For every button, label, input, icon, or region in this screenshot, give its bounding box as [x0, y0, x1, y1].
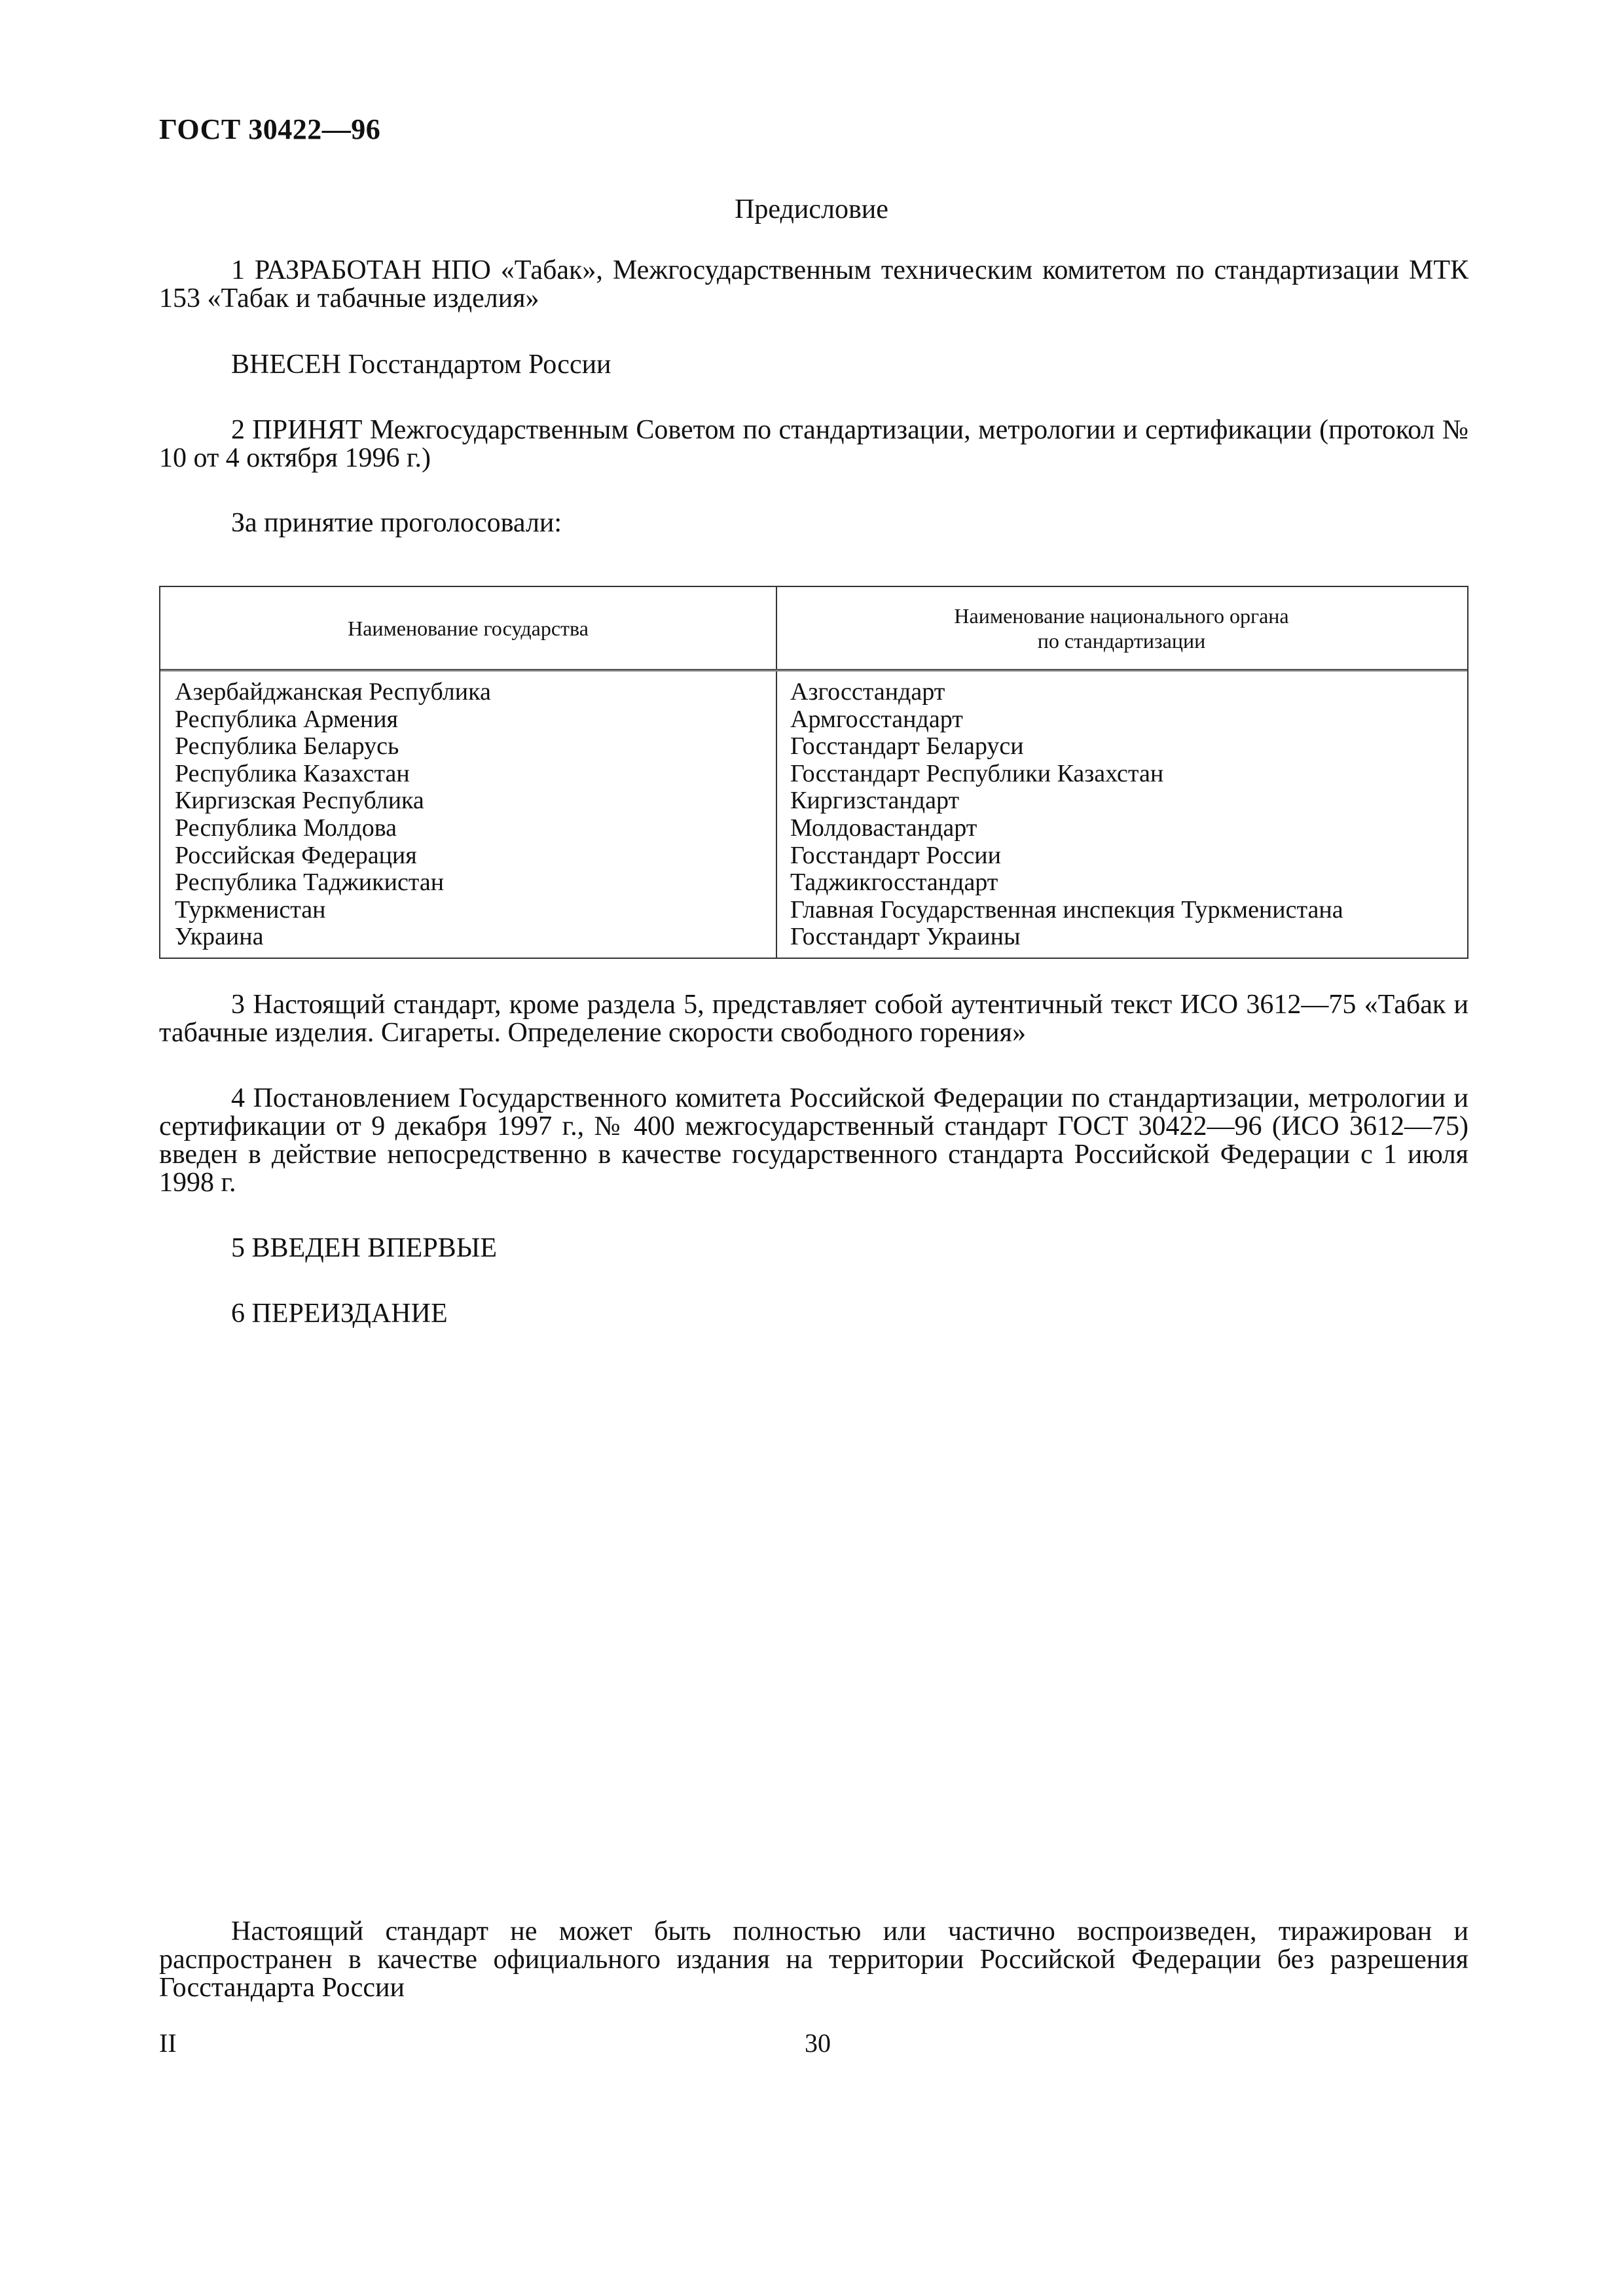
- table-cell-state: Азербайджанская Республика: [175, 678, 491, 706]
- vote-table: [159, 586, 1468, 959]
- table-cell-organ: Молдовастандарт: [790, 814, 977, 842]
- table-header-organ-line2: по стандартизации: [1037, 628, 1206, 653]
- states-column: [175, 679, 491, 951]
- table-cell-organ: Госстандарт Беларуси: [790, 732, 1024, 761]
- table-cell-state: Украина: [175, 923, 264, 951]
- table-cell-organ: Таджикгосстандарт: [790, 869, 998, 897]
- paragraph-reissue: 6 ПЕРЕИЗДАНИЕ: [231, 1299, 448, 1329]
- table-cell-organ: Главная Государственная инспекция Туркменистана: [790, 895, 1343, 924]
- table-header-state: [160, 587, 776, 669]
- table-header-state-label: Наименование государства: [348, 616, 589, 640]
- paragraph-developed: 1 РАЗРАБОТАН НПО «Табак», Межгосударственным техническим комитетом по стандартизации МТК 153 «Табак и табачные изделия»: [159, 255, 1468, 314]
- page-number: 30: [805, 2028, 831, 2058]
- table-header-organ-line1: Наименование национального органа: [954, 603, 1289, 628]
- table-cell-organ: Госстандарт Республики Казахстан: [790, 759, 1164, 787]
- table-cell-organ: Госстандарт России: [790, 841, 1001, 869]
- table-cell-state: Республика Молдова: [175, 814, 397, 842]
- paragraph-enacted: 4 Постановлением Государственного комитета Российской Федерации по стандартизации, метрологии и сертификации от 9 декабря 1997 г., № 400 межгосударственный стандарт ГОСТ 30422—96 (ИСО 3612—75) введен в действие непосредственно в качестве государственного стандарта Российской Федерации с 1 июля 1998 г.: [159, 1083, 1468, 1198]
- table-cell-state: Киргизская Республика: [175, 787, 424, 815]
- table-header-organ: [776, 587, 1467, 669]
- table-cell-state: Российская Федерация: [175, 841, 417, 869]
- foreword-title: Предисловие: [735, 194, 888, 224]
- paragraph-introduced: ВНЕСЕН Госстандартом России: [231, 350, 611, 380]
- table-cell-organ: Госстандарт Украины: [790, 923, 1021, 951]
- paragraph-authentic-text: 3 Настоящий стандарт, кроме раздела 5, представляет собой аутентичный текст ИСО 3612—75 «Табак и табачные изделия. Сигареты. Определение скорости свободного горения»: [159, 990, 1468, 1048]
- copyright-notice: Настоящий стандарт не может быть полностью или частично воспроизведен, тиражирован и распространен в качестве официального издания на территории Российской Федерации без разрешения Госстандарта России: [159, 1916, 1468, 2003]
- document-code: ГОСТ 30422—96: [159, 113, 381, 145]
- table-cell-organ: Киргизстандарт: [790, 787, 960, 815]
- table-cell-organ: Армгосстандарт: [790, 705, 963, 733]
- table-cell-organ: Азгосстандарт: [790, 678, 945, 706]
- paragraph-adopted: 2 ПРИНЯТ Межгосударственным Советом по стандартизации, метрологии и сертификации (протокол № 10 от 4 октября 1996 г.): [159, 415, 1468, 473]
- table-cell-state: Туркменистан: [175, 895, 326, 924]
- table-cell-state: Республика Беларусь: [175, 732, 399, 761]
- paragraph-first-introduced: 5 ВВЕДЕН ВПЕРВЫЕ: [231, 1233, 497, 1263]
- paragraph-voted: За принятие проголосовали:: [231, 508, 562, 538]
- table-header-separator: [160, 669, 1467, 672]
- page-roman-numeral: II: [159, 2028, 177, 2058]
- table-cell-state: Республика Таджикистан: [175, 869, 445, 897]
- table-cell-state: Республика Армения: [175, 705, 399, 733]
- table-cell-state: Республика Казахстан: [175, 759, 410, 787]
- organs-column: [790, 679, 1343, 951]
